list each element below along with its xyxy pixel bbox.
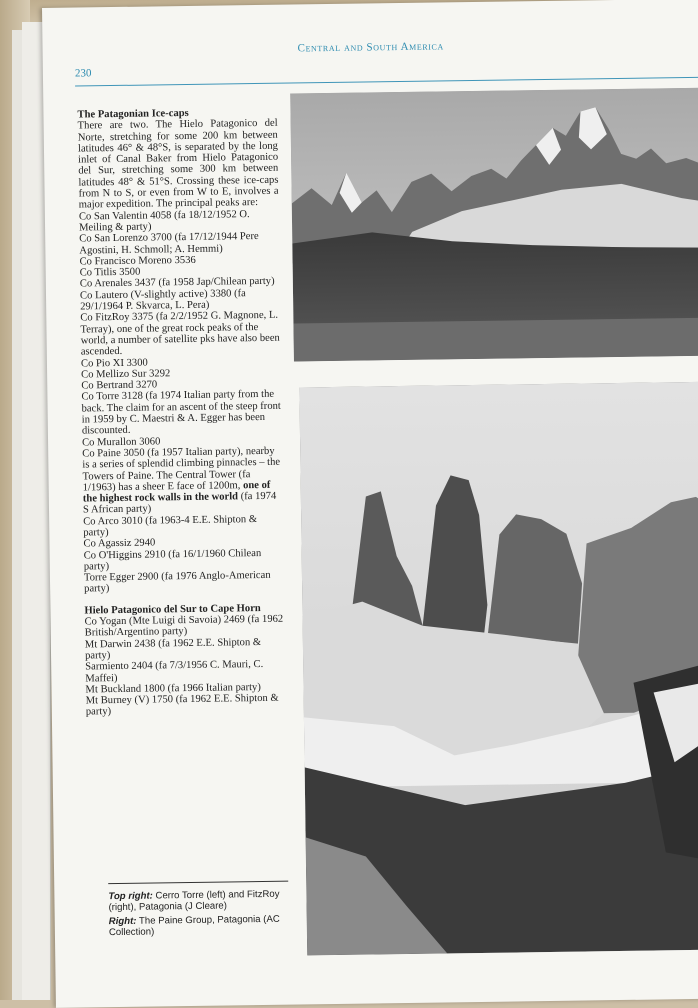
peak-entry: Co Arco 3010 (fa 1963-4 E.E. Shipton & party) [83, 513, 258, 539]
peak-entry: Torre Egger 2900 (fa 1976 Anglo-American party) [83, 570, 271, 595]
peak-entry: Co San Lorenzo 3700 (fa 17/12/1944 Pere Agostini, H. Schmoll; A. Hemmi) [79, 231, 259, 257]
peak-entry: Sarmiento 2404 (fa 7/3/1956 C. Mauri, C. Maffei) [85, 659, 264, 685]
peak-entry: Co Yogan (Mte Luigi di Savoia) 2469 (fa 1962 British/Argentino party) [84, 613, 284, 639]
peak-entry: Co Murallon 3060 [81, 435, 161, 449]
mountain-photo-2 [299, 382, 698, 956]
peak-entry: Co FitzRoy 3375 (fa 2/2/1952 G. Magnone, L. Terray), one of the great rock peaks of the world, a number of satellite pks have also been ascended. [80, 310, 280, 358]
header-rule [75, 77, 698, 87]
peak-entry: Co San Valentin 4058 (fa 18/12/1952 O. Meiling & party) [78, 208, 250, 234]
photo-captions [108, 889, 299, 942]
peak-entry: Mt Darwin 2438 (fa 1962 E.E. Shipton & party) [84, 636, 262, 662]
peak-entry: Co Mellizo Sur 3292 [81, 368, 171, 381]
caption-right: Right: The Paine Group, Patagonia (AC Collection) [108, 913, 280, 939]
photo-cerro-torre-fitzroy [290, 88, 698, 362]
mountain-photo-1 [290, 88, 698, 362]
peak-entry: Co Arenales 3437 (fa 1958 Jap/Chilean party) [79, 276, 275, 290]
peak-entry: Co Pio XI 3300 [80, 357, 148, 370]
article-heading: The Patagonian Ice-caps [77, 107, 189, 121]
article-text [77, 107, 285, 718]
section-heading: Hielo Patagonico del Sur to Cape Horn [84, 602, 261, 617]
caption-rule [108, 881, 288, 885]
running-head: Central and South America [297, 40, 444, 55]
peak-entry: Mt Buckland 1800 (fa 1966 Italian party) [85, 681, 261, 696]
peak-entry: Co Lautero (V-slightly active) 3380 (fa 29/1/1964 P. Skvarca, L. Pera) [79, 287, 246, 313]
caption-top-right: Top right: Cerro Torre (left) and FitzRoy (right), Patagonia (J Cleare) [108, 888, 280, 914]
peak-entry: Mt Burney (V) 1750 (fa 1962 E.E. Shipton & party) [85, 692, 279, 718]
peak-entry: Co O'Higgins 2910 (fa 16/1/1960 Chilean party) [83, 547, 262, 573]
book-page [42, 0, 698, 1008]
peaks-list-continued [83, 513, 284, 595]
peak-entry: Co Torre 3128 (fa 1974 Italian party from the back. The claim for an ascent of the steep front in 1959 by C. Maestri & A. Egger has been discounted. [81, 389, 281, 437]
peak-entry: Co Bertrand 3270 [81, 379, 158, 392]
peaks-list [79, 208, 282, 448]
page-number: 230 [74, 67, 92, 80]
intro-paragraph: There are two. The Hielo Patagonico del Norte, stretching for some 200 km between latitudes 46° & 48°S, is separated by the long inlet of Canal Baker from Hielo Patagonico del Sur, stretching some 300 km between latitudes 48° & 51°S. Crossing these ice-caps from N to S, or even from W to E, involves a major expedition. The principal peaks are: [77, 118, 279, 211]
peak-entry: Co Titlis 3500 [79, 266, 141, 279]
peak-entry-paine: Co Paine 3050 (fa 1957 Italian party), nearby is a series of splendid climbing pinnacles – the Towers of Paine. The Central Tower (fa 1/1963) has a sheer E face of 1200m, one of the highest rock walls in the world (fa 1974 S African party) [82, 445, 281, 516]
peak-entry: Co Francisco Moreno 3536 [79, 254, 196, 268]
peak-entry: Co Agassiz 2940 [83, 537, 156, 550]
section2-peaks-list [85, 614, 286, 718]
photo-paine-group [299, 382, 698, 956]
